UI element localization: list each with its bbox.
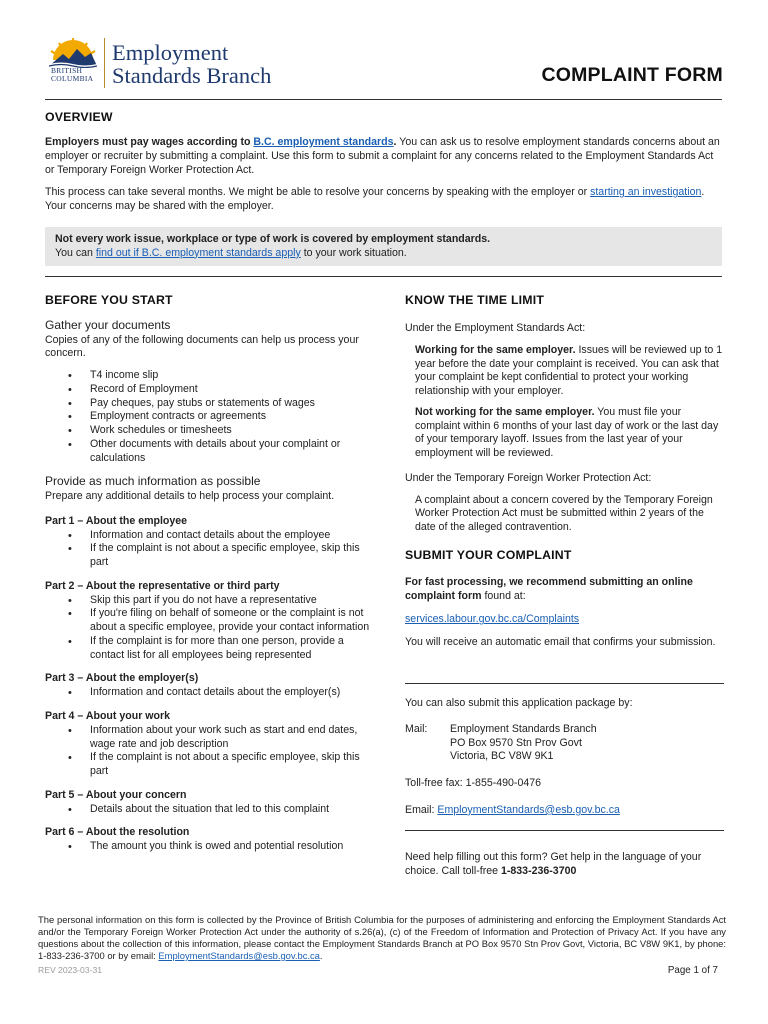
not-same-employer-rule xyxy=(405,406,725,461)
mail-address xyxy=(405,723,725,764)
form-title: COMPLAINT FORM xyxy=(541,64,723,86)
overview-paragraph-1 xyxy=(45,136,725,177)
part-6 xyxy=(45,826,370,854)
time-limit-heading: KNOW THE TIME LIMIT xyxy=(405,293,545,307)
notice-text-start: You can xyxy=(55,246,96,259)
confirmation-note: You will receive an automatic email that confirms your submission. xyxy=(405,636,716,649)
address-line: PO Box 9570 Stn Prov Govt xyxy=(450,736,582,749)
same-employer-label: Working for the same employer. xyxy=(415,343,576,356)
list-item: • Information and contact details about the employer(s) xyxy=(45,686,370,700)
list-item: • The amount you think is owed and potential resolution xyxy=(45,840,370,854)
email-contact xyxy=(405,804,725,818)
submit-divider-1 xyxy=(405,683,724,684)
list-item: • If you're filing on behalf of someone or the complaint is not about a specific employee, provide your contact information xyxy=(45,607,370,635)
notice-text-end: to your work situation. xyxy=(300,246,407,259)
overview-heading: OVERVIEW xyxy=(45,110,113,124)
also-submit-text: You can also submit this application package by: xyxy=(405,697,633,709)
process-text: This process can take several months. We might be able to resolve your concerns by speaking with the employer or xyxy=(45,186,591,199)
esa-intro: Under the Employment Standards Act: xyxy=(405,321,586,334)
submit-heading: SUBMIT YOUR COMPLAINT xyxy=(405,547,572,562)
time-limit-section xyxy=(405,293,725,650)
period: . xyxy=(393,135,397,148)
complaints-url xyxy=(405,613,725,627)
gather-intro: Copies of any of the following documents can help us process your concern. xyxy=(45,333,359,360)
part-title: Part 1 – About the employee xyxy=(45,514,188,527)
notice-text xyxy=(55,247,712,261)
email-link[interactable]: EmploymentStandards@esb.gov.bc.ca xyxy=(437,803,620,816)
brand-line-1: Employment xyxy=(112,40,229,65)
wages-statement: Employers must pay wages according to xyxy=(45,135,254,148)
information-title: Provide as much information as possible xyxy=(45,474,261,489)
list-item: • If the complaint is not about a specific employee, skip this part xyxy=(45,751,370,779)
part-4 xyxy=(45,710,370,779)
mail-lines xyxy=(450,723,597,764)
mail-label: Mail: xyxy=(405,722,428,735)
list-item: • If the complaint is for more than one person, provide a contact list for all employees being represented xyxy=(45,635,370,663)
list-item: • Work schedules or timesheets xyxy=(45,424,370,438)
submit-divider-2 xyxy=(405,830,724,831)
same-employer-rule xyxy=(405,344,725,399)
logo-line-2: COLUMBIA xyxy=(51,73,94,83)
bc-employment-standards-link[interactable]: B.C. employment standards xyxy=(253,135,394,148)
alternative-submission xyxy=(405,697,725,818)
part-3 xyxy=(45,672,370,700)
help-text: Need help filling out this form? Get help in the language of your choice. Call toll-free xyxy=(405,851,702,877)
information-intro: Prepare any additional details to help process your complaint. xyxy=(45,490,335,503)
fax-number: Toll-free fax: 1-855-490-0476 xyxy=(405,777,542,790)
gather-documents-title: Gather your documents xyxy=(45,317,171,332)
documents-list xyxy=(45,369,370,465)
tfw-intro: Under the Temporary Foreign Worker Protection Act: xyxy=(405,471,652,484)
part-1 xyxy=(45,515,370,570)
revision-date: REV 2023-03-31 xyxy=(38,965,103,975)
list-item: • Other documents with details about your complaint or calculations xyxy=(45,438,370,466)
process-text-end: . Your concerns may be shared with the employer. xyxy=(45,186,705,213)
notice-heading: Not every work issue, workplace or type of work is covered by employment standards. xyxy=(55,233,491,245)
overview-section xyxy=(45,110,725,214)
list-item: • Record of Employment xyxy=(45,383,370,397)
standards-apply-link[interactable]: find out if B.C. employment standards apply xyxy=(95,246,301,259)
tfw-rule: A complaint about a concern covered by the Temporary Foreign Worker Protection Act must be submitted within 2 years of the date of the alleged contravention. xyxy=(415,493,713,534)
logo-divider xyxy=(104,38,105,88)
page-number: Page 1 of 7 xyxy=(667,965,718,976)
part-title: Part 4 – About your work xyxy=(45,710,170,723)
before-you-start-section xyxy=(45,293,370,854)
privacy-end: . xyxy=(319,950,323,962)
brand-line-2: Standards Branch xyxy=(112,62,272,88)
part-2 xyxy=(45,580,370,663)
branch-name xyxy=(112,42,271,87)
part-5 xyxy=(45,789,370,817)
list-item: • T4 income slip xyxy=(45,369,370,383)
overview-paragraph-2 xyxy=(45,186,725,214)
privacy-text: The personal information on this form is collected by the Province of British Columbia for the purposes of administering and enforcing the Employment Standards Act and/or the Temporary Foreign Worker Protection Act under the authority of s.26(a), (c) of the Freedom of Information and Protection of Privacy Act. If you have any questions about the collection of this information, please contact the Employment Standards Branch at PO Box 9570 Stn Prov Govt, Victoria, BC V8W 9K1, by phone: 1-833-236-3700 or by email: xyxy=(38,914,726,962)
not-same-employer-label: Not working for the same employer. xyxy=(415,405,595,418)
address-line: Victoria, BC V8W 9K1 xyxy=(450,750,554,763)
part-title: Part 2 – About the representative or third party xyxy=(45,579,280,592)
privacy-statement xyxy=(38,914,726,962)
header-divider xyxy=(45,99,722,100)
logo-wordmark xyxy=(51,67,93,83)
email-label: Email: xyxy=(405,803,438,816)
starting-investigation-link[interactable]: starting an investigation xyxy=(590,186,702,199)
sun-mountain-icon xyxy=(47,36,99,68)
logo-line-1: BRITISH xyxy=(51,66,83,75)
same-employer-text: Issues will be reviewed up to 1 year before the date your complaint is received. You can ask that your complaint be kept confidential to protect your working relationship with your employer. xyxy=(415,343,723,398)
page-header xyxy=(45,36,723,96)
help-note xyxy=(405,851,725,879)
list-item: • If the complaint is not about a specific employee, skip this part xyxy=(45,542,370,570)
list-item: • Information and contact details about the employee xyxy=(45,529,370,543)
overview-text: You can ask us to resolve employment standards concerns about an employer or recruiter by submitting a complaint. Use this form to submit a complaint for any concerns related to the Employment Standards Act or Temporary Foreign Worker Protection Act. xyxy=(45,135,720,176)
privacy-email-link[interactable]: EmploymentStandards@esb.gov.bc.ca xyxy=(158,950,320,962)
fast-processing-end: found at: xyxy=(481,589,526,602)
part-title: Part 6 – About the resolution xyxy=(45,826,190,839)
list-item: • Employment contracts or agreements xyxy=(45,410,370,424)
not-same-employer-text: You must file your complaint within 6 months of your last day of work or the last day of your temporary layoff. Issues from the last year of your employment will be reviewed. xyxy=(415,405,719,460)
before-heading: BEFORE YOU START xyxy=(45,293,173,307)
list-item: • Details about the situation that led to this complaint xyxy=(45,803,370,817)
list-item: • Skip this part if you do not have a representative xyxy=(45,594,370,608)
list-item: • Information about your work such as start and end dates, wage rate and job description xyxy=(45,724,370,752)
part-title: Part 5 – About your concern xyxy=(45,788,187,801)
coverage-notice xyxy=(45,227,722,266)
bc-logo xyxy=(47,36,107,90)
part-title: Part 3 – About the employer(s) xyxy=(45,672,199,685)
overview-divider xyxy=(45,276,722,277)
online-complaint-link[interactable]: services.labour.gov.bc.ca/Complaints xyxy=(405,613,580,626)
list-item: • Pay cheques, pay stubs or statements of wages xyxy=(45,397,370,411)
help-phone: 1-833-236-3700 xyxy=(500,864,577,877)
address-line: Employment Standards Branch xyxy=(450,722,597,735)
fast-processing-bold: For fast processing, we recommend submitting an online complaint form xyxy=(405,575,693,602)
fast-processing-note xyxy=(405,576,725,604)
